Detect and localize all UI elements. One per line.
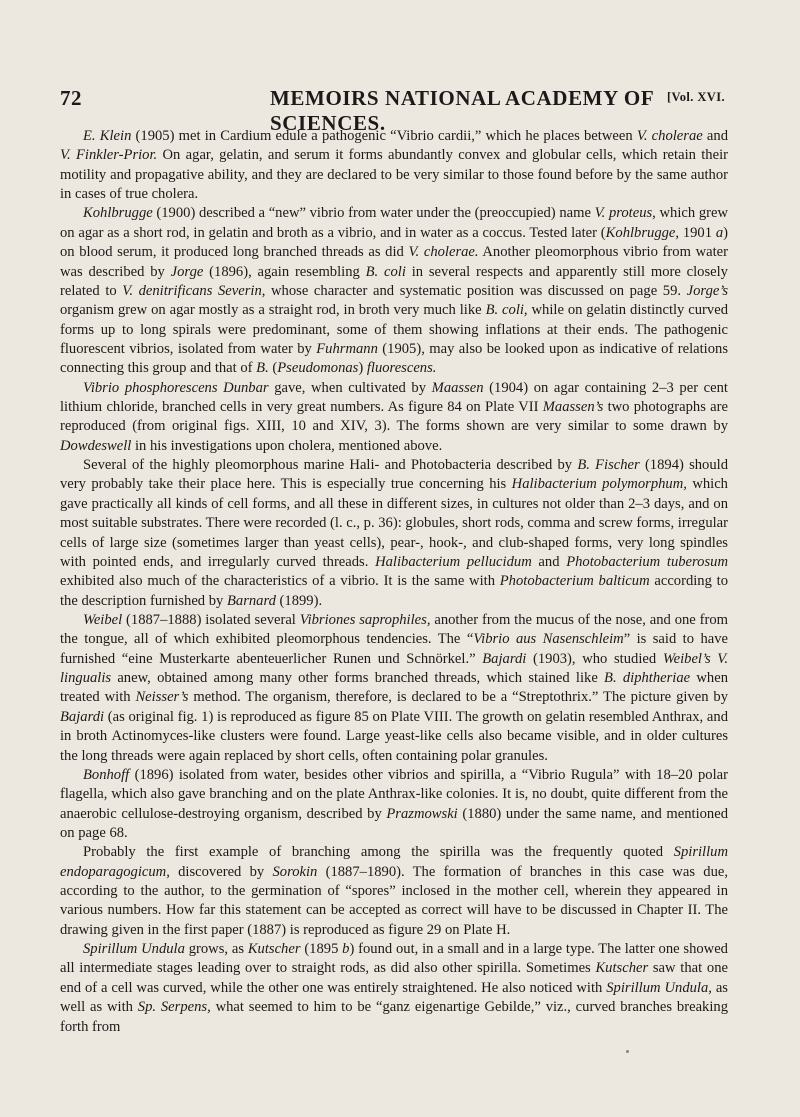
volume-label: [Vol. XVI. — [666, 90, 725, 104]
text-run: (1896), again resembling — [203, 263, 366, 280]
text-run: which gave practically all kinds of cell forms, and all these in different sizes, in cultures not older than 2–3 days, and on most suitable substrates. There were recorded (l. c., p. 36): globules, short rods, comma and screw forms, irregular cells of large size (sometimes larger than yeast cells), pear-, hook-, and club-shaped forms, very long spindles with pointed ends, and irregularly curved threads. — [60, 476, 729, 570]
text-run: in his investigations upon cholera, mentioned above. — [131, 437, 443, 454]
italic-run: B. diphtheriae — [604, 670, 691, 687]
italic-run: B. — [256, 360, 269, 377]
text-run: (1905) met in Cardium edule a pathogenic “Vibrio cardii,” which he places between — [131, 128, 637, 144]
italic-run: B. coli — [365, 263, 406, 280]
italic-run: Barnard — [226, 592, 276, 609]
text-run: while on gelatin distinctly curved forms up to long spirals were predominant, some of them showing inflations at their ends. The pathogenic fluorescent vibrios, isolated from water by — [60, 302, 728, 357]
paragraph — [60, 456, 728, 611]
text-run: which grew on agar as a short rod, in gelatin and broth as a vibrio, and in water as a coccus. Tested later ( — [60, 205, 728, 241]
text-run: (1904) on agar containing 2–3 per cent lithium chloride, branched cells in very great numbers. As figure 84 on Plate VII — [60, 379, 728, 416]
text-run: ” is said to have furnished “eine Musterkarte abenteuerlicher Runen und Schnörkel.” — [60, 631, 728, 667]
italic-run: Prazmowski — [386, 805, 458, 822]
text-run: as well as with — [60, 979, 728, 1016]
italic-run: Kohlbrugge — [83, 205, 153, 222]
text-run: (1900) described a “new” vibrio from water under the (preoccupied) name — [152, 205, 595, 222]
italic-run: Dowdeswell — [60, 437, 132, 454]
italic-run: Vibriones saprophiles, — [299, 611, 431, 628]
text-run: exhibited also much of the characteristics of a vibrio. It is the same with — [60, 573, 500, 590]
italic-run: b — [342, 941, 350, 958]
italic-run: Maassen’s — [542, 399, 604, 416]
text-run: gave, when cultivated by — [268, 379, 432, 396]
italic-run: V. cholerae. — [408, 244, 479, 261]
text-run: discovered by — [169, 863, 273, 880]
text-run: two photographs are reproduced (from original figs. XIII, 10 and XIV, 3). The forms shown are very similar to some drawn by — [60, 399, 728, 435]
italic-run: Kohlbrugge, — [605, 224, 680, 241]
italic-run: Vibrio aus Nasenschleim — [473, 631, 624, 648]
text-run: (as original fig. 1) is reproduced as figure 85 on Plate VIII. The growth on gelatin resembled Anthrax, and in broth Actinomyces-like clusters were found. Large yeast-like cells also became visible, and in older cultures the long threads were again replaced by short cells, often containing polar granules. — [60, 708, 728, 764]
italic-run: Halibacterium pellucidum — [375, 553, 532, 570]
italic-run: fluorescens. — [366, 360, 437, 377]
italic-run: Photobacterium balticum — [499, 573, 650, 590]
italic-run: Maassen — [431, 379, 484, 396]
text-run: anew, obtained among many other forms branched threads, which stained like — [111, 670, 605, 687]
text-run: (1903), who studied — [526, 650, 663, 667]
italic-run: Spirillum Undula, — [606, 979, 712, 996]
text-run: and — [702, 128, 728, 144]
italic-run: Sorokin — [272, 863, 318, 880]
italic-run: Vibrio phosphorescens Dunbar — [83, 379, 269, 396]
text-run: ) found out, in a small and in a large type. The latter one showed all intermediate stages leading over to straight rods, as did also other spirilla. Sometimes — [60, 941, 728, 977]
text-run: what seemed to him to be “ganz eigenartige Gebilde,” viz., curved branches breaking forth from — [60, 999, 728, 1035]
italic-run: Sp. Serpens, — [137, 999, 211, 1016]
paragraph — [60, 204, 728, 378]
text-run: saw that one end of a cell was curved, while the other one was entirely straightened. He also noticed with — [60, 960, 728, 996]
text-run: ) — [358, 360, 367, 377]
text-run: grows, as — [184, 941, 248, 958]
text-run: another from the mucus of the nose, and one from the tongue, all of which exhibited pleomorphous tendencies. The “ — [60, 611, 729, 648]
italic-run: Halibacterium polymorphum, — [511, 476, 687, 493]
italic-run: Weibel — [83, 611, 123, 628]
italic-run: Spirillum Undula — [83, 941, 185, 958]
text-run: according to the description furnished by — [60, 573, 728, 609]
body-text — [60, 127, 728, 1037]
italic-run: Weibel’s V. lingualis — [60, 650, 728, 687]
italic-run: Kutscher — [247, 941, 301, 958]
text-run: On agar, gelatin, and serum it forms abundantly convex and globular cells, which retain their motility and propagative ability, and they are declared to be very similar to those found before by the same author in cases of true cholera. — [60, 147, 728, 203]
text-run: whose character and systematic position was discussed on page 59. — [265, 282, 687, 299]
text-run: Another pleomorphous vibrio from water was described by — [60, 244, 728, 280]
italic-run: Neisser’s — [135, 689, 189, 706]
paragraph — [60, 843, 728, 940]
italic-run: V. cholerae — [636, 128, 703, 144]
italic-run: Kutscher — [595, 960, 649, 977]
text-run: method. The organism, therefore, is declared to be a “Streptothrix.” The picture given by — [188, 689, 728, 706]
text-run: (1887–1890). The formation of branches in this case was due, according to the author, to the germination of “spores” inclosed in the mother cell, wherein they appeared in various numbers. How far this statement can be accepted as correct will have to be discussed in Chapter II. The drawing given in the first paper (1887) is reproduced as figure 29 on Plate H. — [60, 863, 728, 938]
text-run: (1894) should very probably take their place here. This is especially true concerning his — [60, 457, 728, 493]
paragraph — [60, 940, 728, 1037]
italic-run: Bonhoff — [83, 766, 130, 783]
paragraph — [60, 379, 728, 456]
text-run: Probably the first example of branching among the spirilla was the frequently quoted — [83, 844, 674, 861]
page-header — [60, 86, 725, 135]
running-title: MEMOIRS NATIONAL ACADEMY OF SCIENCES. — [270, 86, 654, 135]
italic-run: B. Fischer — [577, 457, 640, 474]
text-run: (1895 — [300, 941, 343, 958]
text-run: (1887–1888) isolated several — [122, 611, 300, 628]
italic-run: Photobacterium tuberosum — [566, 553, 728, 570]
text-run: in several respects and apparently still more closely related to — [60, 263, 728, 299]
italic-run: Jorge — [170, 263, 204, 280]
text-run: (1905), may also be looked upon as indicative of relations connecting this group and that of — [60, 340, 728, 377]
text-run: ) on blood serum, it produced long branched threads as did — [60, 224, 728, 261]
text-run: ( — [268, 360, 278, 377]
paragraph — [60, 766, 728, 843]
text-run: (1896) isolated from water, besides other vibrios and spirilla, a “Vibrio Rugula” with 18–20 polar flagella, which also gave branching and on the plate Anthrax-like colonies. It is, no doubt, quite different from the anaerobic cellulose-destroying organism, described by — [60, 766, 728, 822]
text-run: (1880) under the same name, and mentioned on page 68. — [60, 805, 728, 841]
text-run: and — [531, 553, 567, 570]
italic-run: V. Finkler-Prior. — [60, 147, 158, 164]
text-run: organism grew on agar mostly as a straight rod, in broth very much like — [60, 302, 486, 319]
italic-run: Spirillum endoparagogicum, — [60, 844, 728, 880]
text-run: 1901 — [679, 224, 716, 241]
italic-run: Bajardi — [482, 650, 527, 667]
italic-run: E. Klein — [83, 128, 132, 144]
italic-run: V. denitrificans Severin, — [122, 282, 266, 299]
italic-run: V. proteus, — [594, 205, 656, 222]
text-run: Several of the highly pleomorphous marine Hali- and Photobacteria described by — [83, 457, 578, 474]
text-run: (1899). — [275, 592, 323, 609]
italic-run: Jorge’s — [686, 282, 728, 299]
italic-run: Pseudomonas — [277, 360, 359, 377]
italic-run: B. coli, — [485, 302, 528, 319]
italic-run: Fuhrmann — [316, 340, 378, 357]
text-run: when treated with — [60, 670, 728, 706]
paragraph — [60, 127, 728, 204]
paragraph — [60, 611, 728, 766]
italic-run: a — [715, 224, 724, 241]
italic-run: Bajardi — [60, 708, 105, 725]
page-number: 72 — [60, 86, 82, 110]
print-speck — [626, 1050, 629, 1053]
